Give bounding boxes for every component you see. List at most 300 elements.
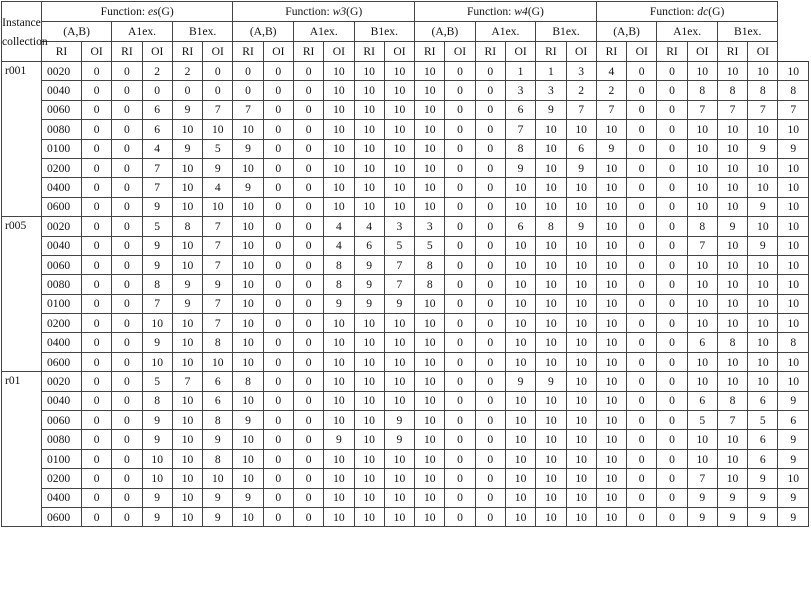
value-cell: 7 bbox=[233, 100, 263, 119]
value-cell: 2 bbox=[596, 81, 626, 100]
value-cell: 10 bbox=[505, 197, 535, 216]
value-cell: 9 bbox=[354, 275, 384, 294]
value-cell: 10 bbox=[778, 236, 809, 255]
value-cell: 0 bbox=[203, 81, 233, 100]
value-cell: 10 bbox=[354, 81, 384, 100]
value-cell: 10 bbox=[233, 120, 263, 139]
value-cell: 10 bbox=[324, 333, 354, 352]
value-cell: 0 bbox=[112, 120, 142, 139]
value-cell: 10 bbox=[324, 488, 354, 507]
value-cell: 9 bbox=[717, 488, 747, 507]
value-cell: 0 bbox=[263, 391, 293, 410]
value-cell: 0 bbox=[657, 158, 687, 177]
value-cell: 10 bbox=[566, 372, 596, 391]
value-cell: 0 bbox=[475, 352, 505, 371]
metric-header: OI bbox=[748, 42, 778, 62]
value-cell: 0 bbox=[293, 275, 323, 294]
value-cell: 0 bbox=[82, 430, 112, 449]
value-cell: 10 bbox=[536, 178, 566, 197]
value-cell: 5 bbox=[142, 217, 172, 236]
value-cell: 10 bbox=[536, 120, 566, 139]
instance-id: 0200 bbox=[42, 314, 82, 333]
value-cell: 0 bbox=[475, 314, 505, 333]
value-cell: 0 bbox=[627, 275, 657, 294]
value-cell: 0 bbox=[475, 158, 505, 177]
value-cell: 0 bbox=[657, 100, 687, 119]
value-cell: 8 bbox=[717, 81, 747, 100]
value-cell: 9 bbox=[536, 372, 566, 391]
value-cell: 9 bbox=[203, 488, 233, 507]
value-cell: 10 bbox=[566, 314, 596, 333]
value-cell: 3 bbox=[384, 217, 414, 236]
value-cell: 10 bbox=[415, 352, 445, 371]
value-cell: 10 bbox=[172, 314, 202, 333]
value-cell: 0 bbox=[82, 372, 112, 391]
value-cell: 6 bbox=[748, 391, 778, 410]
value-cell: 0 bbox=[263, 255, 293, 274]
value-cell: 0 bbox=[475, 391, 505, 410]
value-cell: 0 bbox=[627, 139, 657, 158]
value-cell: 7 bbox=[566, 100, 596, 119]
value-cell: 10 bbox=[354, 197, 384, 216]
value-cell: 0 bbox=[627, 294, 657, 313]
value-cell: 9 bbox=[354, 255, 384, 274]
value-cell: 10 bbox=[233, 158, 263, 177]
value-cell: 0 bbox=[293, 411, 323, 430]
value-cell: 10 bbox=[324, 120, 354, 139]
table-row bbox=[2, 255, 809, 274]
value-cell: 7 bbox=[596, 100, 626, 119]
value-cell: 10 bbox=[354, 469, 384, 488]
value-cell: 7 bbox=[172, 372, 202, 391]
value-cell: 10 bbox=[324, 158, 354, 177]
value-cell: 10 bbox=[566, 178, 596, 197]
value-cell: 10 bbox=[415, 314, 445, 333]
metric-header: RI bbox=[354, 42, 384, 62]
metric-header: RI bbox=[596, 42, 626, 62]
value-cell: 10 bbox=[748, 352, 778, 371]
value-cell: 10 bbox=[415, 469, 445, 488]
value-cell: 10 bbox=[233, 255, 263, 274]
value-cell: 10 bbox=[536, 449, 566, 468]
value-cell: 8 bbox=[717, 333, 747, 352]
value-cell: 0 bbox=[445, 275, 475, 294]
subgroup-header: B1ex. bbox=[536, 22, 597, 42]
value-cell: 0 bbox=[657, 372, 687, 391]
value-cell: 7 bbox=[687, 100, 717, 119]
value-cell: 10 bbox=[384, 507, 414, 526]
value-cell: 10 bbox=[687, 449, 717, 468]
value-cell: 9 bbox=[172, 275, 202, 294]
instance-id: 0080 bbox=[42, 120, 82, 139]
value-cell: 0 bbox=[445, 507, 475, 526]
value-cell: 10 bbox=[717, 449, 747, 468]
value-cell: 9 bbox=[203, 158, 233, 177]
value-cell: 5 bbox=[415, 236, 445, 255]
value-cell: 10 bbox=[142, 469, 172, 488]
value-cell: 9 bbox=[778, 139, 809, 158]
metric-header: RI bbox=[172, 42, 202, 62]
value-cell: 5 bbox=[203, 139, 233, 158]
value-cell: 10 bbox=[384, 120, 414, 139]
value-cell: 10 bbox=[203, 120, 233, 139]
value-cell: 10 bbox=[354, 314, 384, 333]
metric-header: OI bbox=[324, 42, 354, 62]
value-cell: 9 bbox=[717, 217, 747, 236]
value-cell: 10 bbox=[505, 488, 535, 507]
value-cell: 10 bbox=[536, 294, 566, 313]
value-cell: 0 bbox=[82, 275, 112, 294]
value-cell: 9 bbox=[505, 372, 535, 391]
value-cell: 10 bbox=[324, 507, 354, 526]
value-cell: 0 bbox=[475, 62, 505, 81]
value-cell: 0 bbox=[475, 255, 505, 274]
metric-header: OI bbox=[142, 42, 172, 62]
value-cell: 10 bbox=[354, 488, 384, 507]
value-cell: 10 bbox=[566, 352, 596, 371]
value-cell: 10 bbox=[566, 430, 596, 449]
value-cell: 10 bbox=[172, 488, 202, 507]
value-cell: 3 bbox=[505, 81, 535, 100]
value-cell: 7 bbox=[203, 100, 233, 119]
value-cell: 10 bbox=[717, 255, 747, 274]
value-cell: 10 bbox=[596, 391, 626, 410]
value-cell: 9 bbox=[748, 488, 778, 507]
value-cell: 0 bbox=[263, 411, 293, 430]
value-cell: 10 bbox=[687, 178, 717, 197]
value-cell: 10 bbox=[596, 314, 626, 333]
table-row bbox=[2, 139, 809, 158]
value-cell: 10 bbox=[536, 158, 566, 177]
value-cell: 0 bbox=[82, 178, 112, 197]
value-cell: 0 bbox=[112, 469, 142, 488]
value-cell: 0 bbox=[263, 81, 293, 100]
value-cell: 0 bbox=[293, 372, 323, 391]
table-header bbox=[2, 2, 809, 62]
value-cell: 10 bbox=[233, 275, 263, 294]
value-cell: 9 bbox=[778, 488, 809, 507]
value-cell: 10 bbox=[505, 236, 535, 255]
value-cell: 10 bbox=[505, 294, 535, 313]
value-cell: 10 bbox=[536, 391, 566, 410]
value-cell: 10 bbox=[596, 197, 626, 216]
value-cell: 4 bbox=[324, 217, 354, 236]
value-cell: 10 bbox=[717, 372, 747, 391]
value-cell: 10 bbox=[596, 294, 626, 313]
value-cell: 6 bbox=[748, 430, 778, 449]
value-cell: 0 bbox=[445, 158, 475, 177]
value-cell: 0 bbox=[475, 449, 505, 468]
value-cell: 10 bbox=[233, 236, 263, 255]
value-cell: 10 bbox=[748, 372, 778, 391]
value-cell: 0 bbox=[627, 488, 657, 507]
value-cell: 9 bbox=[748, 139, 778, 158]
value-cell: 10 bbox=[233, 294, 263, 313]
value-cell: 10 bbox=[415, 100, 445, 119]
table-row bbox=[2, 449, 809, 468]
value-cell: 10 bbox=[415, 139, 445, 158]
value-cell: 10 bbox=[778, 372, 809, 391]
value-cell: 0 bbox=[657, 488, 687, 507]
instance-id: 0020 bbox=[42, 217, 82, 236]
value-cell: 10 bbox=[415, 391, 445, 410]
value-cell: 0 bbox=[112, 333, 142, 352]
value-cell: 10 bbox=[596, 275, 626, 294]
value-cell: 2 bbox=[566, 81, 596, 100]
value-cell: 10 bbox=[717, 275, 747, 294]
value-cell: 10 bbox=[384, 100, 414, 119]
value-cell: 10 bbox=[233, 391, 263, 410]
value-cell: 0 bbox=[627, 217, 657, 236]
value-cell: 10 bbox=[505, 314, 535, 333]
value-cell: 0 bbox=[112, 430, 142, 449]
function-header-w4: Function: w4(G) bbox=[415, 2, 597, 22]
value-cell: 0 bbox=[263, 352, 293, 371]
instance-id: 0040 bbox=[42, 81, 82, 100]
value-cell: 0 bbox=[657, 469, 687, 488]
value-cell: 8 bbox=[415, 275, 445, 294]
value-cell: 10 bbox=[778, 255, 809, 274]
value-cell: 0 bbox=[445, 81, 475, 100]
value-cell: 10 bbox=[566, 333, 596, 352]
instance-id: 0400 bbox=[42, 178, 82, 197]
value-cell: 10 bbox=[687, 275, 717, 294]
metric-header: RI bbox=[717, 42, 747, 62]
value-cell: 0 bbox=[82, 352, 112, 371]
value-cell: 8 bbox=[778, 81, 809, 100]
value-cell: 0 bbox=[445, 411, 475, 430]
value-cell: 0 bbox=[475, 197, 505, 216]
table-row bbox=[2, 158, 809, 177]
value-cell: 10 bbox=[536, 197, 566, 216]
value-cell: 0 bbox=[475, 294, 505, 313]
value-cell: 9 bbox=[717, 507, 747, 526]
value-cell: 10 bbox=[596, 120, 626, 139]
value-cell: 2 bbox=[172, 62, 202, 81]
value-cell: 10 bbox=[778, 275, 809, 294]
value-cell: 0 bbox=[627, 62, 657, 81]
value-cell: 10 bbox=[536, 314, 566, 333]
value-cell: 10 bbox=[505, 391, 535, 410]
value-cell: 0 bbox=[293, 469, 323, 488]
value-cell: 10 bbox=[415, 488, 445, 507]
value-cell: 10 bbox=[778, 352, 809, 371]
value-cell: 10 bbox=[505, 411, 535, 430]
value-cell: 0 bbox=[112, 352, 142, 371]
table-row bbox=[2, 100, 809, 119]
value-cell: 7 bbox=[142, 158, 172, 177]
value-cell: 10 bbox=[748, 217, 778, 236]
value-cell: 0 bbox=[293, 333, 323, 352]
instance-collection-header: Instance collection bbox=[2, 2, 42, 62]
value-cell: 9 bbox=[233, 139, 263, 158]
value-cell: 0 bbox=[112, 411, 142, 430]
value-cell: 6 bbox=[203, 391, 233, 410]
value-cell: 0 bbox=[263, 139, 293, 158]
value-cell: 9 bbox=[748, 507, 778, 526]
value-cell: 10 bbox=[687, 314, 717, 333]
value-cell: 0 bbox=[445, 449, 475, 468]
value-cell: 6 bbox=[505, 217, 535, 236]
value-cell: 10 bbox=[324, 100, 354, 119]
value-cell: 10 bbox=[505, 333, 535, 352]
value-cell: 10 bbox=[172, 352, 202, 371]
value-cell: 6 bbox=[687, 333, 717, 352]
value-cell: 10 bbox=[717, 469, 747, 488]
value-cell: 8 bbox=[324, 275, 354, 294]
value-cell: 0 bbox=[112, 507, 142, 526]
value-cell: 9 bbox=[778, 391, 809, 410]
value-cell: 10 bbox=[354, 507, 384, 526]
function-header-dc: Function: dc(G) bbox=[596, 2, 778, 22]
value-cell: 0 bbox=[112, 178, 142, 197]
value-cell: 0 bbox=[263, 197, 293, 216]
value-cell: 0 bbox=[445, 255, 475, 274]
value-cell: 0 bbox=[263, 294, 293, 313]
value-cell: 1 bbox=[505, 62, 535, 81]
value-cell: 9 bbox=[203, 507, 233, 526]
value-cell: 0 bbox=[445, 294, 475, 313]
value-cell: 0 bbox=[445, 217, 475, 236]
value-cell: 0 bbox=[445, 488, 475, 507]
subgroup-header: (A,B) bbox=[42, 22, 112, 42]
value-cell: 10 bbox=[778, 158, 809, 177]
value-cell: 7 bbox=[142, 178, 172, 197]
value-cell: 0 bbox=[627, 449, 657, 468]
value-cell: 10 bbox=[324, 449, 354, 468]
value-cell: 10 bbox=[172, 255, 202, 274]
instance-id: 0100 bbox=[42, 139, 82, 158]
value-cell: 10 bbox=[142, 449, 172, 468]
value-cell: 9 bbox=[142, 430, 172, 449]
value-cell: 10 bbox=[172, 507, 202, 526]
value-cell: 0 bbox=[627, 333, 657, 352]
value-cell: 0 bbox=[142, 81, 172, 100]
value-cell: 8 bbox=[324, 255, 354, 274]
value-cell: 10 bbox=[505, 255, 535, 274]
value-cell: 10 bbox=[536, 139, 566, 158]
value-cell: 9 bbox=[233, 178, 263, 197]
value-cell: 9 bbox=[203, 430, 233, 449]
value-cell: 0 bbox=[445, 100, 475, 119]
metric-header: RI bbox=[112, 42, 142, 62]
value-cell: 4 bbox=[324, 236, 354, 255]
value-cell: 6 bbox=[778, 411, 809, 430]
value-cell: 0 bbox=[112, 158, 142, 177]
value-cell: 0 bbox=[82, 314, 112, 333]
value-cell: 0 bbox=[233, 62, 263, 81]
value-cell: 10 bbox=[233, 217, 263, 236]
value-cell: 0 bbox=[82, 333, 112, 352]
value-cell: 10 bbox=[748, 255, 778, 274]
value-cell: 10 bbox=[324, 139, 354, 158]
value-cell: 0 bbox=[112, 236, 142, 255]
value-cell: 0 bbox=[263, 449, 293, 468]
instance-id: 0060 bbox=[42, 411, 82, 430]
value-cell: 10 bbox=[566, 507, 596, 526]
value-cell: 10 bbox=[778, 217, 809, 236]
group-label: r005 bbox=[2, 217, 42, 372]
table-row bbox=[2, 488, 809, 507]
instance-id: 0100 bbox=[42, 449, 82, 468]
value-cell: 10 bbox=[415, 411, 445, 430]
value-cell: 0 bbox=[657, 120, 687, 139]
instance-id: 0600 bbox=[42, 507, 82, 526]
value-cell: 0 bbox=[445, 372, 475, 391]
table-row bbox=[2, 314, 809, 333]
subgroup-header: A1ex. bbox=[112, 22, 173, 42]
table-row bbox=[2, 275, 809, 294]
value-cell: 7 bbox=[203, 294, 233, 313]
value-cell: 10 bbox=[717, 139, 747, 158]
value-cell: 10 bbox=[324, 197, 354, 216]
value-cell: 0 bbox=[627, 197, 657, 216]
value-cell: 0 bbox=[112, 488, 142, 507]
value-cell: 7 bbox=[778, 100, 809, 119]
value-cell: 10 bbox=[324, 314, 354, 333]
value-cell: 10 bbox=[778, 197, 809, 216]
value-cell: 9 bbox=[172, 294, 202, 313]
value-cell: 4 bbox=[596, 62, 626, 81]
value-cell: 10 bbox=[354, 411, 384, 430]
value-cell: 10 bbox=[596, 217, 626, 236]
instance-id: 0080 bbox=[42, 275, 82, 294]
value-cell: 10 bbox=[384, 139, 414, 158]
metric-header: RI bbox=[293, 42, 323, 62]
value-cell: 8 bbox=[687, 217, 717, 236]
value-cell: 0 bbox=[293, 217, 323, 236]
value-cell: 0 bbox=[112, 314, 142, 333]
value-cell: 10 bbox=[354, 100, 384, 119]
value-cell: 9 bbox=[142, 236, 172, 255]
value-cell: 0 bbox=[475, 275, 505, 294]
value-cell: 7 bbox=[505, 120, 535, 139]
value-cell: 0 bbox=[263, 430, 293, 449]
value-cell: 0 bbox=[82, 81, 112, 100]
value-cell: 10 bbox=[596, 333, 626, 352]
value-cell: 0 bbox=[627, 372, 657, 391]
value-cell: 0 bbox=[627, 100, 657, 119]
value-cell: 10 bbox=[687, 352, 717, 371]
instance-id: 0040 bbox=[42, 391, 82, 410]
value-cell: 10 bbox=[566, 411, 596, 430]
metric-header: RI bbox=[536, 42, 566, 62]
value-cell: 10 bbox=[748, 120, 778, 139]
value-cell: 5 bbox=[384, 236, 414, 255]
value-cell: 0 bbox=[82, 294, 112, 313]
value-cell: 10 bbox=[505, 275, 535, 294]
value-cell: 10 bbox=[324, 372, 354, 391]
value-cell: 7 bbox=[203, 236, 233, 255]
value-cell: 10 bbox=[324, 391, 354, 410]
value-cell: 9 bbox=[142, 488, 172, 507]
instance-id: 0400 bbox=[42, 488, 82, 507]
value-cell: 10 bbox=[505, 469, 535, 488]
value-cell: 0 bbox=[657, 411, 687, 430]
value-cell: 10 bbox=[505, 507, 535, 526]
metric-header: OI bbox=[445, 42, 475, 62]
value-cell: 10 bbox=[324, 62, 354, 81]
value-cell: 0 bbox=[293, 197, 323, 216]
value-cell: 0 bbox=[293, 81, 323, 100]
value-cell: 10 bbox=[172, 391, 202, 410]
value-cell: 10 bbox=[172, 411, 202, 430]
value-cell: 10 bbox=[415, 333, 445, 352]
value-cell: 10 bbox=[687, 430, 717, 449]
value-cell: 10 bbox=[717, 294, 747, 313]
value-cell: 9 bbox=[142, 255, 172, 274]
value-cell: 8 bbox=[142, 275, 172, 294]
